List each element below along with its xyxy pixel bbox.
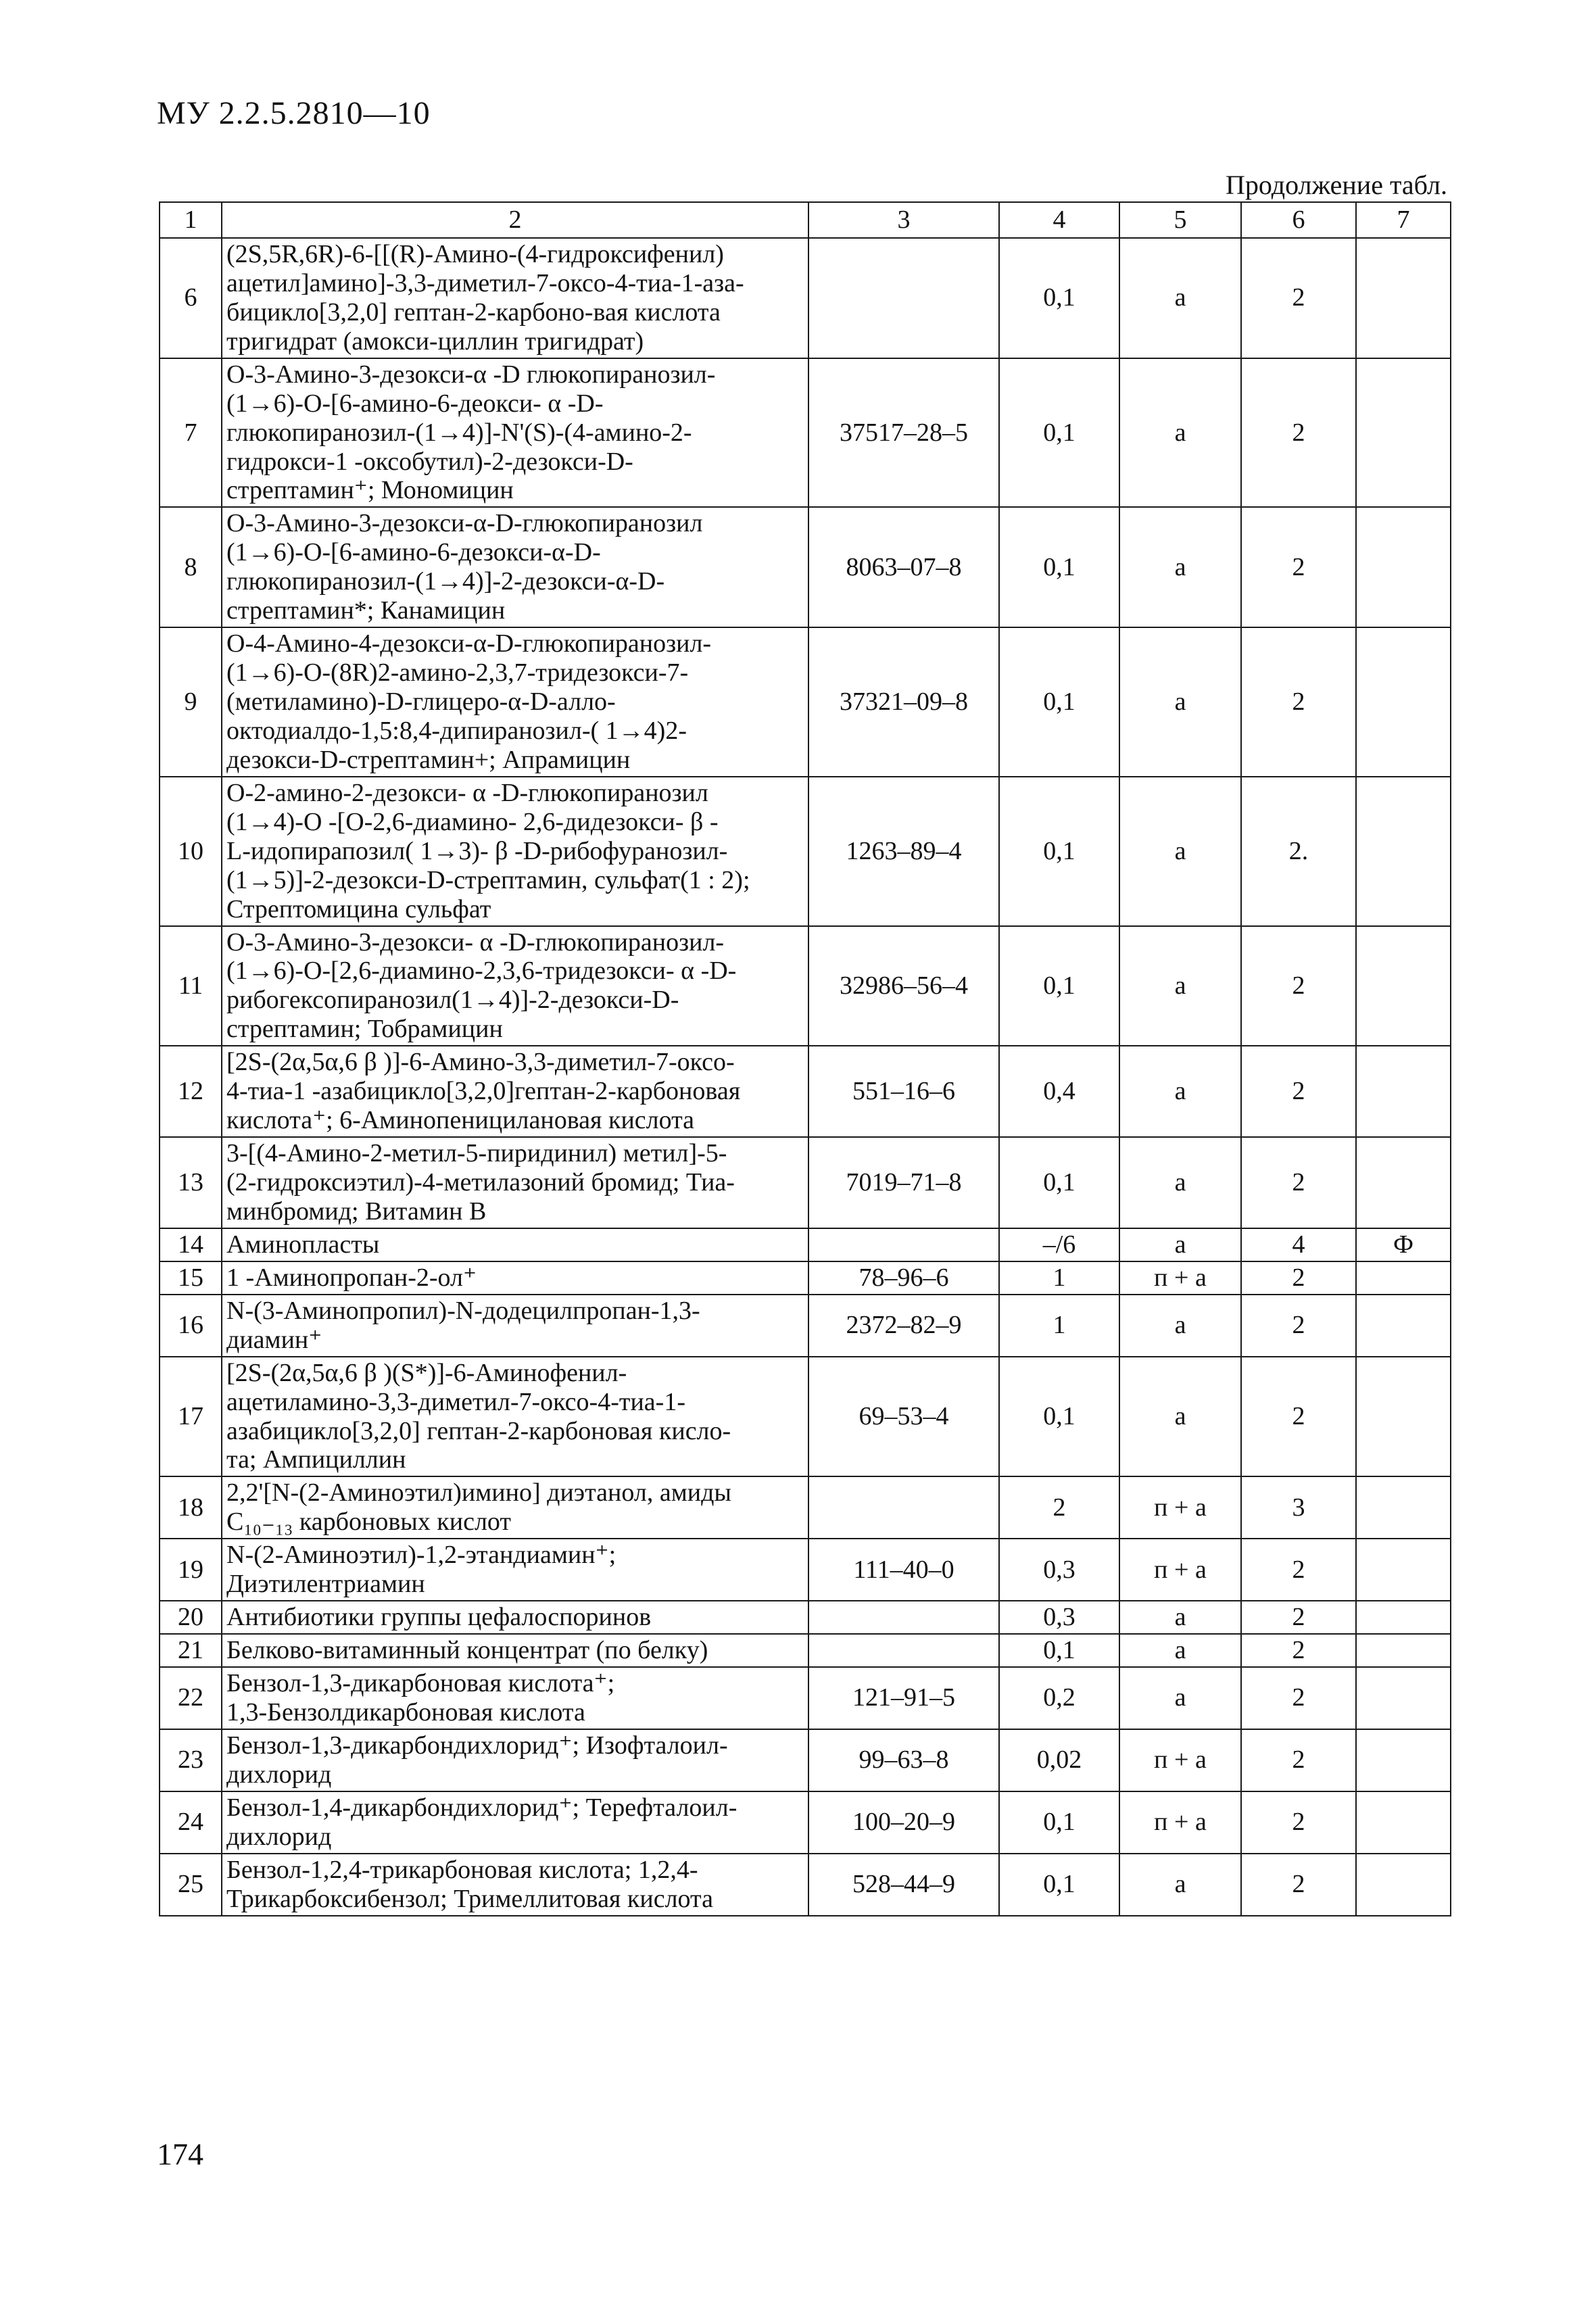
- note-cell: [1356, 1667, 1451, 1729]
- hazard-class-cell: 2: [1241, 1295, 1356, 1357]
- aggregate-state-cell: а: [1119, 1357, 1241, 1477]
- substance-name-line: L-идопирапозил( 1→3)- β -D-рибофуранозил-: [226, 836, 728, 865]
- note-cell: [1356, 1854, 1451, 1916]
- aggregate-state-cell: а: [1119, 1601, 1241, 1634]
- row-number-cell: 20: [160, 1601, 222, 1634]
- continuation-label: Продолжение табл.: [1226, 170, 1447, 200]
- row-number-cell: 6: [160, 238, 222, 358]
- substance-name-line: (2-гидроксиэтил)-4-метилазоний бромид; Тиа-: [226, 1168, 735, 1197]
- substance-name-line: Антибиотики группы цефалоспоринов: [226, 1603, 652, 1632]
- limit-value-cell: 0,1: [999, 358, 1119, 508]
- hazard-class-cell: 2: [1241, 1357, 1356, 1477]
- substance-name-line: [2S-(2α,5α,6 β )]-6-Амино-3,3-диметил-7-оксо-: [226, 1048, 735, 1077]
- substance-name-line: N-(3-Аминопропил)-N-додецилпропан-1,3-: [226, 1296, 700, 1325]
- table-row: [160, 507, 1451, 627]
- hazard-class-cell: 2: [1241, 358, 1356, 508]
- cas-number-cell: 8063–07–8: [808, 507, 999, 627]
- row-number-cell: 23: [160, 1729, 222, 1791]
- cas-number-cell: 111–40–0: [808, 1539, 999, 1601]
- hazard-class-cell: 2: [1241, 1539, 1356, 1601]
- substance-name-cell: [222, 1634, 808, 1667]
- note-cell: Ф: [1356, 1228, 1451, 1261]
- cas-number-cell: 7019–71–8: [808, 1137, 999, 1228]
- aggregate-state-cell: а: [1119, 1854, 1241, 1916]
- hazard-class-cell: 2: [1241, 926, 1356, 1046]
- substance-name-cell: [222, 1357, 808, 1477]
- limit-value-cell: 1: [999, 1295, 1119, 1357]
- substance-name-line: Стрептомицина сульфат: [226, 894, 491, 923]
- note-cell: [1356, 627, 1451, 777]
- table-row: [160, 358, 1451, 508]
- hazard-class-cell: 2: [1241, 238, 1356, 358]
- row-number-cell: 16: [160, 1295, 222, 1357]
- row-number-cell: 24: [160, 1791, 222, 1854]
- column-header: 5: [1119, 202, 1241, 238]
- row-number-cell: 25: [160, 1854, 222, 1916]
- substance-name-cell: [222, 1228, 808, 1261]
- substance-name-line: глюкопиранозил-(1→4)]-N'(S)-(4-амино-2-: [226, 418, 692, 447]
- row-number-cell: 19: [160, 1539, 222, 1601]
- aggregate-state-cell: а: [1119, 777, 1241, 926]
- substance-name-cell: [222, 1791, 808, 1854]
- table-row: [160, 926, 1451, 1046]
- column-header: 1: [160, 202, 222, 238]
- aggregate-state-cell: а: [1119, 1295, 1241, 1357]
- row-number-cell: 11: [160, 926, 222, 1046]
- substance-name-line: 1,3-Бензолдикарбоновая кислота: [226, 1697, 585, 1727]
- substance-name-line: (2S,5R,6R)-6-[[(R)-Амино-(4-гидроксифенил): [226, 239, 724, 268]
- substance-name-cell: [222, 1539, 808, 1601]
- substance-name-cell: [222, 1729, 808, 1791]
- hazard-class-cell: 2: [1241, 1791, 1356, 1854]
- substance-name-line: та; Ампициллин: [226, 1445, 406, 1474]
- substance-name-line: октодиалдо-1,5:8,4-дипиранозил-( 1→4)2-: [226, 716, 687, 745]
- substance-name-line: кислота⁺; 6-Аминопеницилановая кислота: [226, 1106, 695, 1135]
- limit-value-cell: 0,1: [999, 926, 1119, 1046]
- cas-number-cell: 100–20–9: [808, 1791, 999, 1854]
- column-header: 7: [1356, 202, 1451, 238]
- substance-name-cell: [222, 926, 808, 1046]
- limit-value-cell: 1: [999, 1261, 1119, 1295]
- substance-name-cell: [222, 507, 808, 627]
- substance-name-cell: [222, 358, 808, 508]
- row-number-cell: 14: [160, 1228, 222, 1261]
- substance-name-line: (1→6)-О-[2,6-диамино-2,3,6-тридезокси- α -D-: [226, 957, 737, 986]
- substance-name-cell: [222, 1046, 808, 1137]
- column-header: 6: [1241, 202, 1356, 238]
- table-row: [160, 1357, 1451, 1477]
- hazard-class-cell: 2: [1241, 1261, 1356, 1295]
- aggregate-state-cell: п + а: [1119, 1791, 1241, 1854]
- substance-name-line: минбромид; Витамин В: [226, 1197, 487, 1226]
- substance-name-line: (1→5)]-2-дезокси-D-стрептамин, сульфат(1 : 2);: [226, 865, 750, 894]
- substance-name-cell: [222, 1667, 808, 1729]
- substance-name-line: азабицикло[3,2,0] гептан-2-карбоновая кисло-: [226, 1416, 731, 1445]
- limit-value-cell: 2: [999, 1476, 1119, 1539]
- limit-value-cell: 0,02: [999, 1729, 1119, 1791]
- substance-name-line: О-3-Амино-3-дезокси- α -D-глюкопиранозил-: [226, 927, 725, 957]
- substance-name-line: Бензол-1,3-дикарбоновая кислота⁺;: [226, 1669, 615, 1697]
- note-cell: [1356, 1295, 1451, 1357]
- aggregate-state-cell: а: [1119, 1046, 1241, 1137]
- hazard-class-cell: 2: [1241, 507, 1356, 627]
- substance-name-line: Аминопласты: [226, 1230, 380, 1259]
- substance-name-line: дихлорид: [226, 1760, 332, 1789]
- substance-name-cell: [222, 1261, 808, 1295]
- cas-number-cell: 551–16–6: [808, 1046, 999, 1137]
- cas-number-cell: [808, 1476, 999, 1539]
- table-row: [160, 1729, 1451, 1791]
- substance-name-line: (метиламино)-D-глицеро-α-D-алло-: [226, 687, 616, 716]
- limit-value-cell: 0,1: [999, 238, 1119, 358]
- header-row: [160, 202, 1451, 238]
- hazard-class-cell: 2: [1241, 627, 1356, 777]
- hazard-class-cell: 2: [1241, 1046, 1356, 1137]
- table-row: [160, 1228, 1451, 1261]
- substance-name-cell: [222, 1295, 808, 1357]
- substance-name-line: О-4-Амино-4-дезокси-α-D-глюкопиранозил-: [226, 629, 712, 658]
- document-code: МУ 2.2.5.2810—10: [157, 95, 431, 131]
- substance-name-cell: [222, 777, 808, 926]
- note-cell: [1356, 1261, 1451, 1295]
- page-number: 174: [157, 2137, 203, 2171]
- table-row: [160, 1854, 1451, 1916]
- cas-number-cell: [808, 1634, 999, 1667]
- aggregate-state-cell: а: [1119, 1634, 1241, 1667]
- column-header: 3: [808, 202, 999, 238]
- substance-name-line: тригидрат (амокси-циллин тригидрат): [226, 327, 644, 356]
- cas-number-cell: 32986–56–4: [808, 926, 999, 1046]
- table-row: [160, 1634, 1451, 1667]
- cas-number-cell: 37321–09–8: [808, 627, 999, 777]
- substance-name-line: Белково-витаминный концентрат (по белку): [226, 1636, 708, 1665]
- note-cell: [1356, 1729, 1451, 1791]
- note-cell: [1356, 1476, 1451, 1539]
- note-cell: [1356, 507, 1451, 627]
- table-row: [160, 1791, 1451, 1854]
- limit-value-cell: 0,3: [999, 1539, 1119, 1601]
- substance-name-line: ацетил]амино]-3,3-диметил-7-оксо-4-тиа-1-аза-: [226, 268, 744, 297]
- cas-number-cell: 99–63–8: [808, 1729, 999, 1791]
- row-number-cell: 7: [160, 358, 222, 508]
- aggregate-state-cell: а: [1119, 627, 1241, 777]
- substance-name-line: Трикарбоксибензол; Тримеллитовая кислота: [226, 1884, 713, 1913]
- substance-name-line: О-3-Амино-3-дезокси-α-D-глюкопиранозил: [226, 509, 703, 538]
- limit-value-cell: 0,1: [999, 627, 1119, 777]
- limit-value-cell: 0,1: [999, 1357, 1119, 1477]
- aggregate-state-cell: а: [1119, 507, 1241, 627]
- limit-value-cell: 0,3: [999, 1601, 1119, 1634]
- cas-number-cell: [808, 1228, 999, 1261]
- substance-name-line: Бензол-1,3-дикарбондихлорид⁺; Изофталоил-: [226, 1731, 728, 1760]
- hazard-class-cell: 2: [1241, 1634, 1356, 1667]
- limit-value-cell: 0,1: [999, 1791, 1119, 1854]
- note-cell: [1356, 777, 1451, 926]
- substance-name-line: стрептамин⁺; Мономицин: [226, 476, 514, 505]
- hazard-class-cell: 3: [1241, 1476, 1356, 1539]
- substance-name-line: (1→6)-О-(8R)2-амино-2,3,7-тридезокси-7-: [226, 658, 689, 687]
- limit-value-cell: 0,1: [999, 777, 1119, 926]
- hazard-class-cell: 2: [1241, 1137, 1356, 1228]
- hazard-class-cell: 4: [1241, 1228, 1356, 1261]
- substance-name-cell: [222, 1476, 808, 1539]
- substance-name-line: О-3-Амино-3-дезокси-α -D глюкопиранозил-: [226, 360, 716, 389]
- substance-name-line: 2,2'[N-(2-Аминоэтил)имино] диэтанол, амиды: [226, 1478, 731, 1507]
- column-header: 2: [222, 202, 808, 238]
- cas-number-cell: 1263–89–4: [808, 777, 999, 926]
- hazard-class-cell: 2.: [1241, 777, 1356, 926]
- aggregate-state-cell: а: [1119, 926, 1241, 1046]
- cas-number-cell: [808, 1601, 999, 1634]
- substance-name-line: (1→6)-О-[6-амино-6-деокси- α -D-: [226, 389, 604, 418]
- note-cell: [1356, 1791, 1451, 1854]
- limit-value-cell: 0,2: [999, 1667, 1119, 1729]
- table-row: [160, 777, 1451, 926]
- substance-name-line: 4-тиа-1 -азабицикло[3,2,0]гептан-2-карбоновая: [226, 1077, 741, 1106]
- substance-name-cell: [222, 1854, 808, 1916]
- table-row: [160, 1539, 1451, 1601]
- row-number-cell: 15: [160, 1261, 222, 1295]
- aggregate-state-cell: а: [1119, 1667, 1241, 1729]
- substance-name-line: стрептамин; Тобрамицин: [226, 1015, 503, 1044]
- limit-value-cell: 0,1: [999, 1854, 1119, 1916]
- row-number-cell: 22: [160, 1667, 222, 1729]
- substance-name-line: N-(2-Аминоэтил)-1,2-этандиамин⁺;: [226, 1541, 616, 1570]
- substance-name-cell: [222, 238, 808, 358]
- substance-name-line: рибогексопиранозил(1→4)]-2-дезокси-D-: [226, 986, 679, 1015]
- row-number-cell: 17: [160, 1357, 222, 1477]
- cas-number-cell: 69–53–4: [808, 1357, 999, 1477]
- table-row: [160, 1601, 1451, 1634]
- cas-number-cell: 78–96–6: [808, 1261, 999, 1295]
- substance-name-line: стрептамин*; Канамицин: [226, 596, 506, 625]
- substance-name-line: гидрокси-1 -оксобутил)-2-дезокси-D-: [226, 447, 633, 476]
- cas-number-cell: [808, 238, 999, 358]
- cas-number-cell: 121–91–5: [808, 1667, 999, 1729]
- substance-name-line: дезокси-D-стрептамин+; Апрамицин: [226, 745, 631, 774]
- cas-number-cell: 37517–28–5: [808, 358, 999, 508]
- row-number-cell: 21: [160, 1634, 222, 1667]
- row-number-cell: 18: [160, 1476, 222, 1539]
- note-cell: [1356, 1137, 1451, 1228]
- substance-name-line: ацетиламино-3,3-диметил-7-оксо-4-тиа-1-: [226, 1387, 685, 1416]
- substance-name-line: [2S-(2α,5α,6 β )(S*)]-6-Аминофенил-: [226, 1358, 627, 1387]
- cas-number-cell: 528–44–9: [808, 1854, 999, 1916]
- table-row: [160, 238, 1451, 358]
- note-cell: [1356, 926, 1451, 1046]
- row-number-cell: 10: [160, 777, 222, 926]
- hazard-class-cell: 2: [1241, 1601, 1356, 1634]
- note-cell: [1356, 1634, 1451, 1667]
- note-cell: [1356, 1539, 1451, 1601]
- substance-name-line: C₁₀₋₁₃ карбоновых кислот: [226, 1507, 512, 1537]
- note-cell: [1356, 1046, 1451, 1137]
- column-header: 4: [999, 202, 1119, 238]
- table-row: [160, 627, 1451, 777]
- substance-name-cell: [222, 1601, 808, 1634]
- aggregate-state-cell: п + а: [1119, 1476, 1241, 1539]
- table-body: [160, 238, 1451, 1916]
- limit-value-cell: 0,1: [999, 1634, 1119, 1667]
- hazard-class-cell: 2: [1241, 1667, 1356, 1729]
- substance-name-line: глюкопиранозил-(1→4)]-2-дезокси-α-D-: [226, 567, 665, 596]
- aggregate-state-cell: п + а: [1119, 1729, 1241, 1791]
- table-row: [160, 1295, 1451, 1357]
- limit-value-cell: 0,1: [999, 1137, 1119, 1228]
- row-number-cell: 13: [160, 1137, 222, 1228]
- note-cell: [1356, 1601, 1451, 1634]
- substance-name-line: О-2-амино-2-дезокси- α -D-глюкопиранозил: [226, 778, 708, 807]
- substance-name-line: Бензол-1,4-дикарбондихлорид⁺; Терефталоил-: [226, 1793, 737, 1822]
- table-row: [160, 1137, 1451, 1228]
- limit-value-cell: 0,4: [999, 1046, 1119, 1137]
- note-cell: [1356, 1357, 1451, 1477]
- table-row: [160, 1476, 1451, 1539]
- substance-name-line: дихлорид: [226, 1822, 332, 1851]
- note-cell: [1356, 358, 1451, 508]
- hazard-class-cell: 2: [1241, 1854, 1356, 1916]
- substance-name-cell: [222, 1137, 808, 1228]
- limit-value-cell: –/6: [999, 1228, 1119, 1261]
- table-row: [160, 1261, 1451, 1295]
- aggregate-state-cell: а: [1119, 238, 1241, 358]
- substance-name-line: диамин⁺: [226, 1325, 322, 1354]
- table-row: [160, 1046, 1451, 1137]
- row-number-cell: 8: [160, 507, 222, 627]
- aggregate-state-cell: а: [1119, 358, 1241, 508]
- substance-name-line: Диэтилентриамин: [226, 1570, 425, 1599]
- substance-name-line: 1 -Аминопропан-2-ол⁺: [226, 1263, 477, 1292]
- aggregate-state-cell: а: [1119, 1228, 1241, 1261]
- substance-name-cell: [222, 627, 808, 777]
- limit-value-cell: 0,1: [999, 507, 1119, 627]
- aggregate-state-cell: п + а: [1119, 1261, 1241, 1295]
- row-number-cell: 9: [160, 627, 222, 777]
- substance-name-line: (1→4)-О -[О-2,6-диамино- 2,6-дидезокси- β -: [226, 807, 719, 836]
- hazard-class-cell: 2: [1241, 1729, 1356, 1791]
- substance-name-line: бицикло[3,2,0] гептан-2-карбоно-вая кислота: [226, 297, 721, 327]
- table-row: [160, 1667, 1451, 1729]
- cas-number-cell: 2372–82–9: [808, 1295, 999, 1357]
- substance-name-line: (1→6)-О-[6-амино-6-дезокси-α-D-: [226, 538, 601, 567]
- row-number-cell: 12: [160, 1046, 222, 1137]
- substance-name-line: Бензол-1,2,4-трикарбоновая кислота; 1,2,4-: [226, 1855, 698, 1884]
- substance-name-line: 3-[(4-Амино-2-метил-5-пиридинил) метил]-5-: [226, 1139, 727, 1168]
- note-cell: [1356, 238, 1451, 358]
- aggregate-state-cell: п + а: [1119, 1539, 1241, 1601]
- substances-table: [159, 201, 1451, 1916]
- aggregate-state-cell: а: [1119, 1137, 1241, 1228]
